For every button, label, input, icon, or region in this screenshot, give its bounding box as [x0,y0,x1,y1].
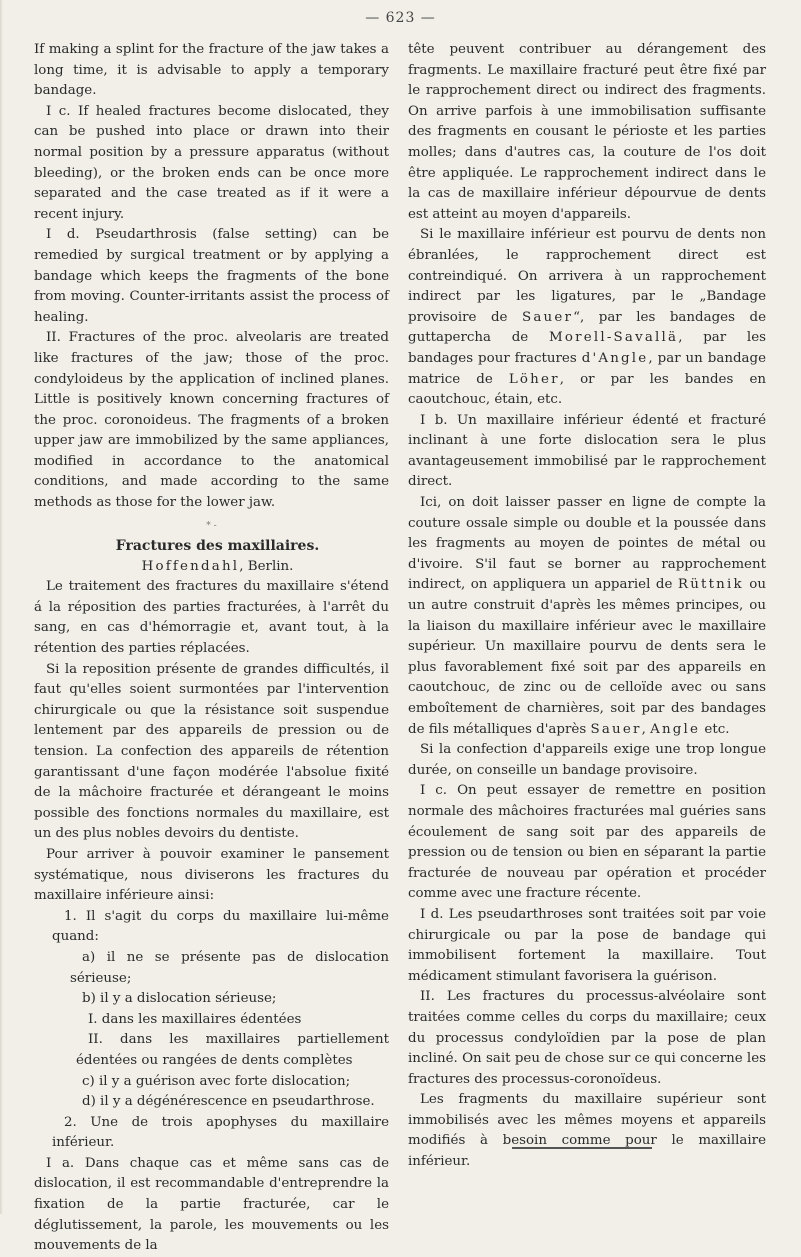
text-run: Si le maxillaire inférieur est pourvu de dents non ébranlées, le rapprochement direct est contreindiqué. On arrivera à un rapprochement indirect par les ligatures, par le „Bandage provisoire de [408,227,766,325]
paragraph: If making a splint for the fracture of the jaw takes a long time, it is advisable to apply a temporary bandage. [34,42,389,99]
name-angle: Angle [650,721,701,737]
paragraph: Si la reposition présente de grandes difficultés, il faut qu'elles soient surmontées par l'intervention chirurgicale ou que la résistance soit suspendue lentement par des appareils de pression ou de tension. La confection des appareils de rétention garantissant d'une façon modérée l'absolue fixité de la mâchoire fracturée et dérangeant le moins possible des fonctions normales du maxillaire, est un des plus nobles devoirs du dentiste. [34,661,389,842]
page-number: — 623 — [365,10,436,26]
name-loher: Löher [508,371,560,387]
list-item: d) il y a dégénérescence en pseudarthrose. [82,1094,375,1110]
text-run: , par les bandages pour fractures [408,330,766,366]
list-item: 1. Il s'agit du corps du maxillaire lui-même quand: [52,908,389,945]
text-run: , or par les bandes en caoutchouc, étain, etc. [408,371,766,408]
paragraph: I c. If healed fractures become dislocated, they can be pushed into place or drawn into their normal position by a pressure apparatus (without bleeding), or the broken ends can be once more separated and the case treated as if it were a recent injury. [34,103,389,222]
text-run: , par un bandage matrice de [408,350,766,387]
page-edge-shadow [0,0,3,1214]
article-author [34,557,389,578]
author-name: Hoffendahl [141,558,240,574]
list-item: 2. Une de trois apophyses du maxillaire inférieur. [52,1114,389,1151]
list-item: b) il y a dislocation sérieuse; [82,991,277,1007]
list-item: a) il ne se présente pas de dislocation sérieuse; [70,949,389,986]
paragraph: II. Les fractures du processus-alvéolaire sont traitées comme celles du corps du maxillaire; ceux du processus condyloïdien par la pose de plan incliné. On sait peu de chose sur ce qui concerne les fractures des processus-coronoïdeus. [408,989,766,1087]
list-item: II. dans les maxillaires partiellement édentées ou rangées de dents complètes [76,1032,389,1068]
paragraph: tête peuvent contribuer au dérangement des fragments. Le maxillaire fracturé peut être fixé par le rapprochement direct ou indirect des fragments. On arrive parfois à une immobilisation suffisante des fragments en cousant le périoste et les parties molles; dans d'autres cas, la couture de l'os doit être appliquée. Le rapprochement indirect dans le la cas de maxillaire inférieur dépourvue de dents est atteint au moyen d'appareils. [408,42,766,222]
paragraph: Pour arriver à pouvoir examiner le pansement systématique, nous diviserons les fractures du maxillaire inférieure ainsi: [34,846,389,904]
paragraph: Si la confection d'appareils exige une trop longue durée, on conseille un bandage provisoire. [408,742,766,778]
list-item: I. dans les maxillaires édentées [88,1011,302,1027]
section-separator: * - [206,520,217,531]
list-item: c) il y a guérison avec forte dislocation; [82,1073,351,1089]
paragraph: II. Fractures of the proc. alveolaris are treated like fractures of the jaw; those of the proc. condyloideus by the application of inclined planes. Little is positively known concerning fractures of the proc. coronoideus. The fragments of a broken upper jaw are immobilized by the same appliances, modified in accordance to the anatomical conditions, and made according to the same methods as those for the lower jaw. [34,330,389,511]
text-run: Ici, on doit laisser passer en ligne de compte la couture ossale simple ou double et la poussée dans les fragments au moyen de pointes de métal ou d'ivoire. S'il faut se borner au rapprochement indirect, on appliquera un appariel de [408,495,766,593]
article-heading: Fractures des maxillaires. [115,537,320,554]
paragraph: Le traitement des fractures du maxillaire s'étend á la réposition des parties fracturées, à l'arrêt du sang, en cas d'hémorragie et, avant tout, à la rétention des parties réplacées. [34,579,389,657]
paragraph: I b. Un maxillaire inférieur édenté et fracturé inclinant à une forte dislocation sera le plus avantageusement immobilisé par le rapprochement direct. [408,412,766,490]
name-morell-savalla: Morell-Savallä [548,330,679,346]
paragraph: I d. Pseudarthrosis (false setting) can be remedied by surgical treatment or by applying a bandage which keeps the fragments of the bone from moving. Counter-irritants assist the process of healing. [34,227,389,325]
paragraph: I c. On peut essayer de remettre en position normale des mâchoires fracturées mal guéries sans écoulement de sang soit par des appareils de pression ou de tension ou bien en séparant la partie fracturée de nouveau par opération et procéder comme avec une fracture récente. [408,783,766,902]
name-sauer: Sauer [522,309,574,325]
paragraph [408,493,766,740]
paragraph: I a. Dans chaque cas et même sans cas de dislocation, il est recommandable d'entreprendre la fixation de la partie fracturée, car le déglutissement, la parole, les mouvements ou les mouvements de la [34,1155,389,1254]
left-column [34,40,389,1257]
right-column [408,40,766,1173]
text-run: “, par les bandages de guttapercha de [408,309,766,346]
name-angle: d'Angle [581,350,649,366]
name-sauer: Sauer [590,721,642,737]
author-city: , Berlin. [239,558,294,574]
paragraph [408,225,766,410]
name-ruttnik: Rüttnik [677,577,744,593]
text-run: ou un autre construit d'après les mêmes principes, ou la liaison du maxillaire inférieur avec le maxillaire supérieur. Un maxillaire pourvu de dents sera le plus favorablement fixé soit par des appareils en caoutchouc, de zinc ou de celloïde avec ou sans emboîtement de charnières, soit par des bandages de fils métalliques d'après [408,577,766,737]
end-rule [512,1147,652,1149]
paragraph: Les fragments du maxillaire supérieur sont immobilisés avec les mêmes moyens et appareils modifiés à besoin comme pour le maxillaire inférieur. [408,1092,766,1170]
paragraph: I d. Les pseudarthroses sont traitées soit par voie chirurgicale ou par la pose de bandage qui immobilisent fortement la maxillaire. Tout médicament stimulant favorisera la guérison. [408,906,766,984]
text-run: etc. [700,721,730,737]
text-run: , [641,721,651,737]
